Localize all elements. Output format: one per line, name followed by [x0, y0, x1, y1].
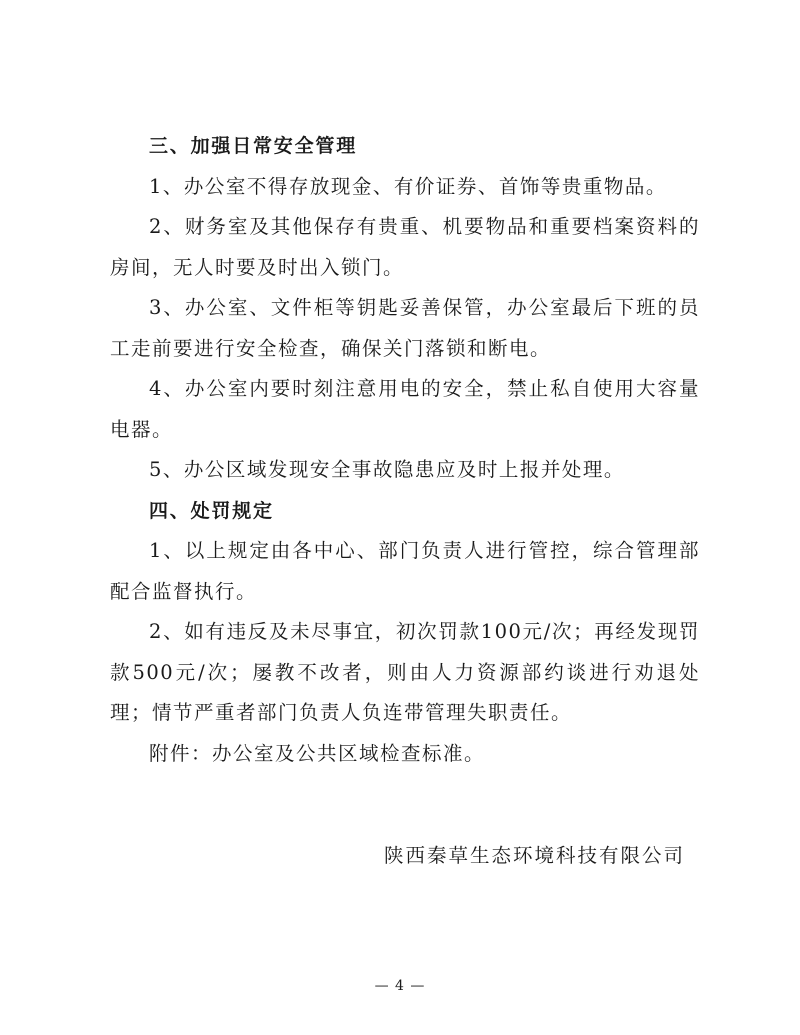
rule-item-1: 1、办公室不得存放现金、有价证券、首饰等贵重物品。: [149, 174, 667, 198]
section-heading-daily-safety: 三、加强日常安全管理: [149, 135, 358, 157]
penalty-item-1: 1、以上规定由各中心、部门负责人进行管控，综合管理部配合监督执行。: [110, 539, 700, 603]
document-body: [110, 126, 700, 774]
rule-item-4: 4、办公室内要时刻注意用电的安全，禁止私自使用大容量电器。: [110, 377, 700, 441]
rule-item-5: 5、办公区域发现安全事故隐患应及时上报并处理。: [149, 458, 625, 481]
attachment-note: 附件：办公室及公共区域检查标准。: [149, 741, 486, 765]
rule-item-3: 3、办公室、文件柜等钥匙妥善保管，办公室最后下班的员工走前要进行安全检查，确保关门落锁和断电。: [110, 296, 700, 360]
penalty-item-2: 2、如有违反及未尽事宜，初次罚款100元/次；再经发现罚款500元/次；屡教不改者，则由人力资源部约谈进行劝退处理；情节严重者部门负责人负连带管理失职责任。: [110, 620, 700, 724]
section-heading-penalties: 四、处罚规定: [149, 499, 274, 522]
rule-item-2: 2、财务室及其他保存有贵重、机要物品和重要档案资料的房间，无人时要及时出入锁门。: [110, 215, 700, 279]
page-number: — 4 —: [374, 978, 426, 994]
company-signature: 陕西秦草生态环境科技有限公司: [383, 844, 685, 867]
